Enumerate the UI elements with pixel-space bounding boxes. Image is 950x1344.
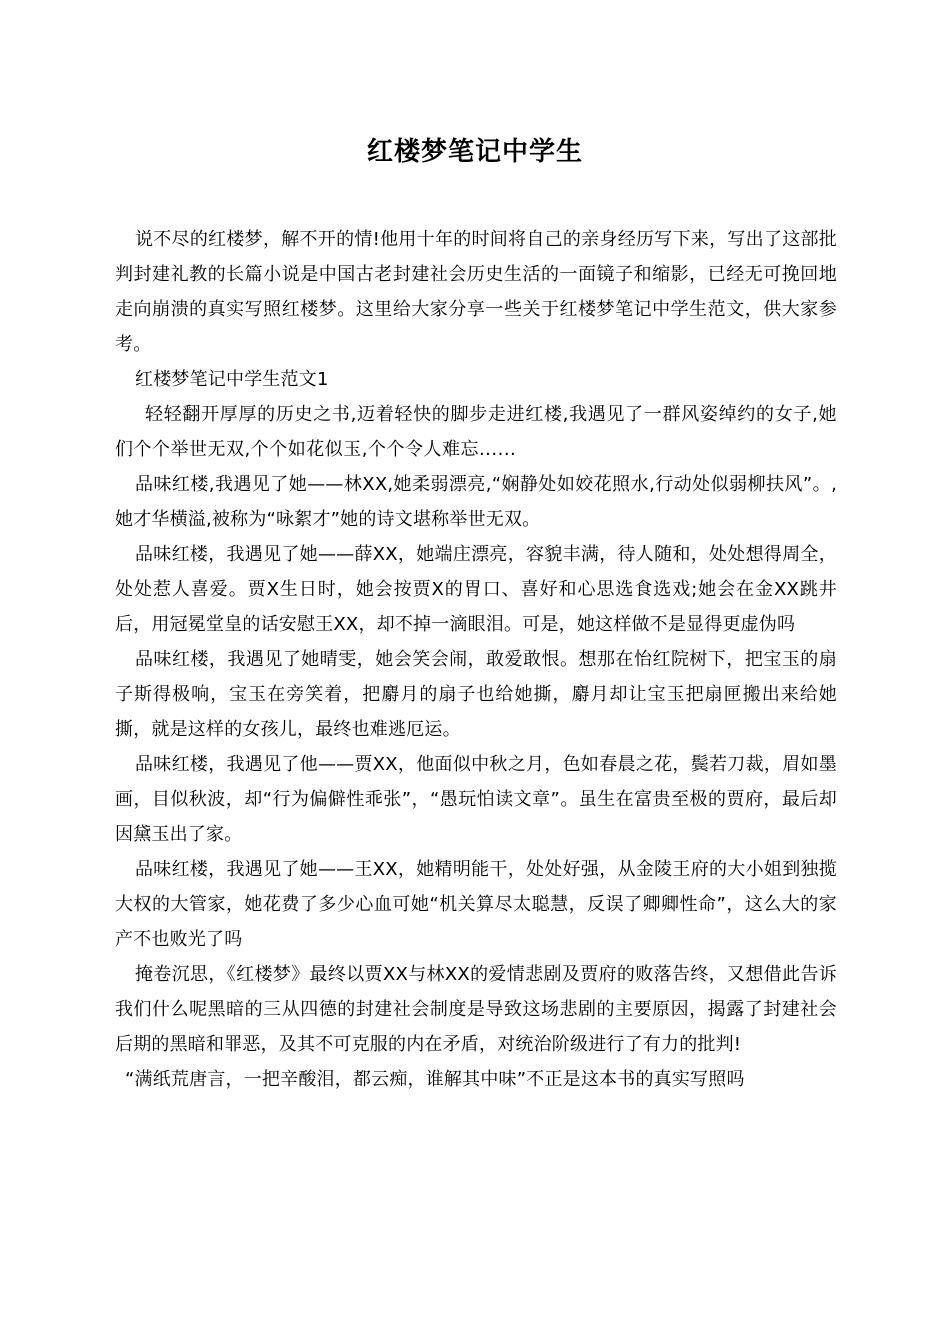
body-paragraph: 品味红楼,我遇见了她——林XX,她柔弱漂亮,“娴静处如姣花照水,行动处似弱柳扶风”。,她才华横溢,被称为“咏絮才”她的诗文堪称举世无双。	[115, 474, 837, 530]
body-paragraph: 品味红楼，我遇见了她——薛XX，她端庄漂亮，容貌丰满，待人随和，处处想得周全，处处惹人喜爱。贾X生日时，她会按贾X的胃口、喜好和心思选食选戏;她会在金XX跳井后，用冠冕堂皇的话安慰王XX，却不掉一滴眼泪。可是，她这样做不是显得更虚伪吗	[115, 544, 837, 635]
closing-quote-paragraph: “满纸荒唐言，一把辛酸泪，都云痴，谁解其中味”不正是这本书的真实写照吗	[125, 1069, 745, 1090]
body-paragraph: 品味红楼，我遇见了她——王XX，她精明能干，处处好强，从金陵王府的大小姐到独揽大权的大管家，她花费了多少心血可她“机关算尽太聪慧，反误了卿卿性命”，这么大的家产不也败光了吗	[115, 859, 837, 950]
body-paragraph: 品味红楼，我遇见了他——贾XX，他面似中秋之月，色如春晨之花，鬓若刀裁，眉如墨画，目似秋波，却“行为偏僻性乖张”，“愚玩怕读文章”。虽生在富贵至极的贾府，最后却因黛玉出了家。	[115, 754, 837, 845]
body-paragraph: 掩卷沉思，《红楼梦》最终以贾XX与林XX的爱情悲剧及贾府的败落告终，又想借此告诉我们什么呢黑暗的三从四德的封建社会制度是导致这场悲剧的主要原因，揭露了封建社会后期的黑暗和罪恶，及其不可克服的内在矛盾，对统治阶级进行了有力的批判!	[115, 964, 837, 1055]
document-body	[115, 222, 837, 1097]
document-title: 红楼梦笔记中学生	[366, 137, 583, 167]
intro-paragraph: 说不尽的红楼梦，解不开的情!他用十年的时间将自己的亲身经历写下来，写出了这部批判封建礼教的长篇小说是中国古老封建社会历史生活的一面镜子和缩影，已经无可挽回地走向崩溃的真实写照红楼梦。这里给大家分享一些关于红楼梦笔记中学生范文，供大家参考。	[115, 229, 837, 355]
body-paragraph: 轻轻翻开厚厚的历史之书,迈着轻快的脚步走进红楼,我遇见了一群风姿绰约的女子,她们个个举世无双,个个如花似玉,个个令人难忘......	[115, 404, 837, 460]
body-paragraph: 品味红楼，我遇见了她晴雯，她会笑会闹，敢爱敢恨。想那在怡红院树下，把宝玉的扇子斯得极响，宝玉在旁笑着，把麝月的扇子也给她撕，麝月却让宝玉把扇匣搬出来给她撕，就是这样的女孩儿，最终也难逃厄运。	[115, 649, 837, 740]
section-heading: 红楼梦笔记中学生范文1	[135, 369, 329, 390]
